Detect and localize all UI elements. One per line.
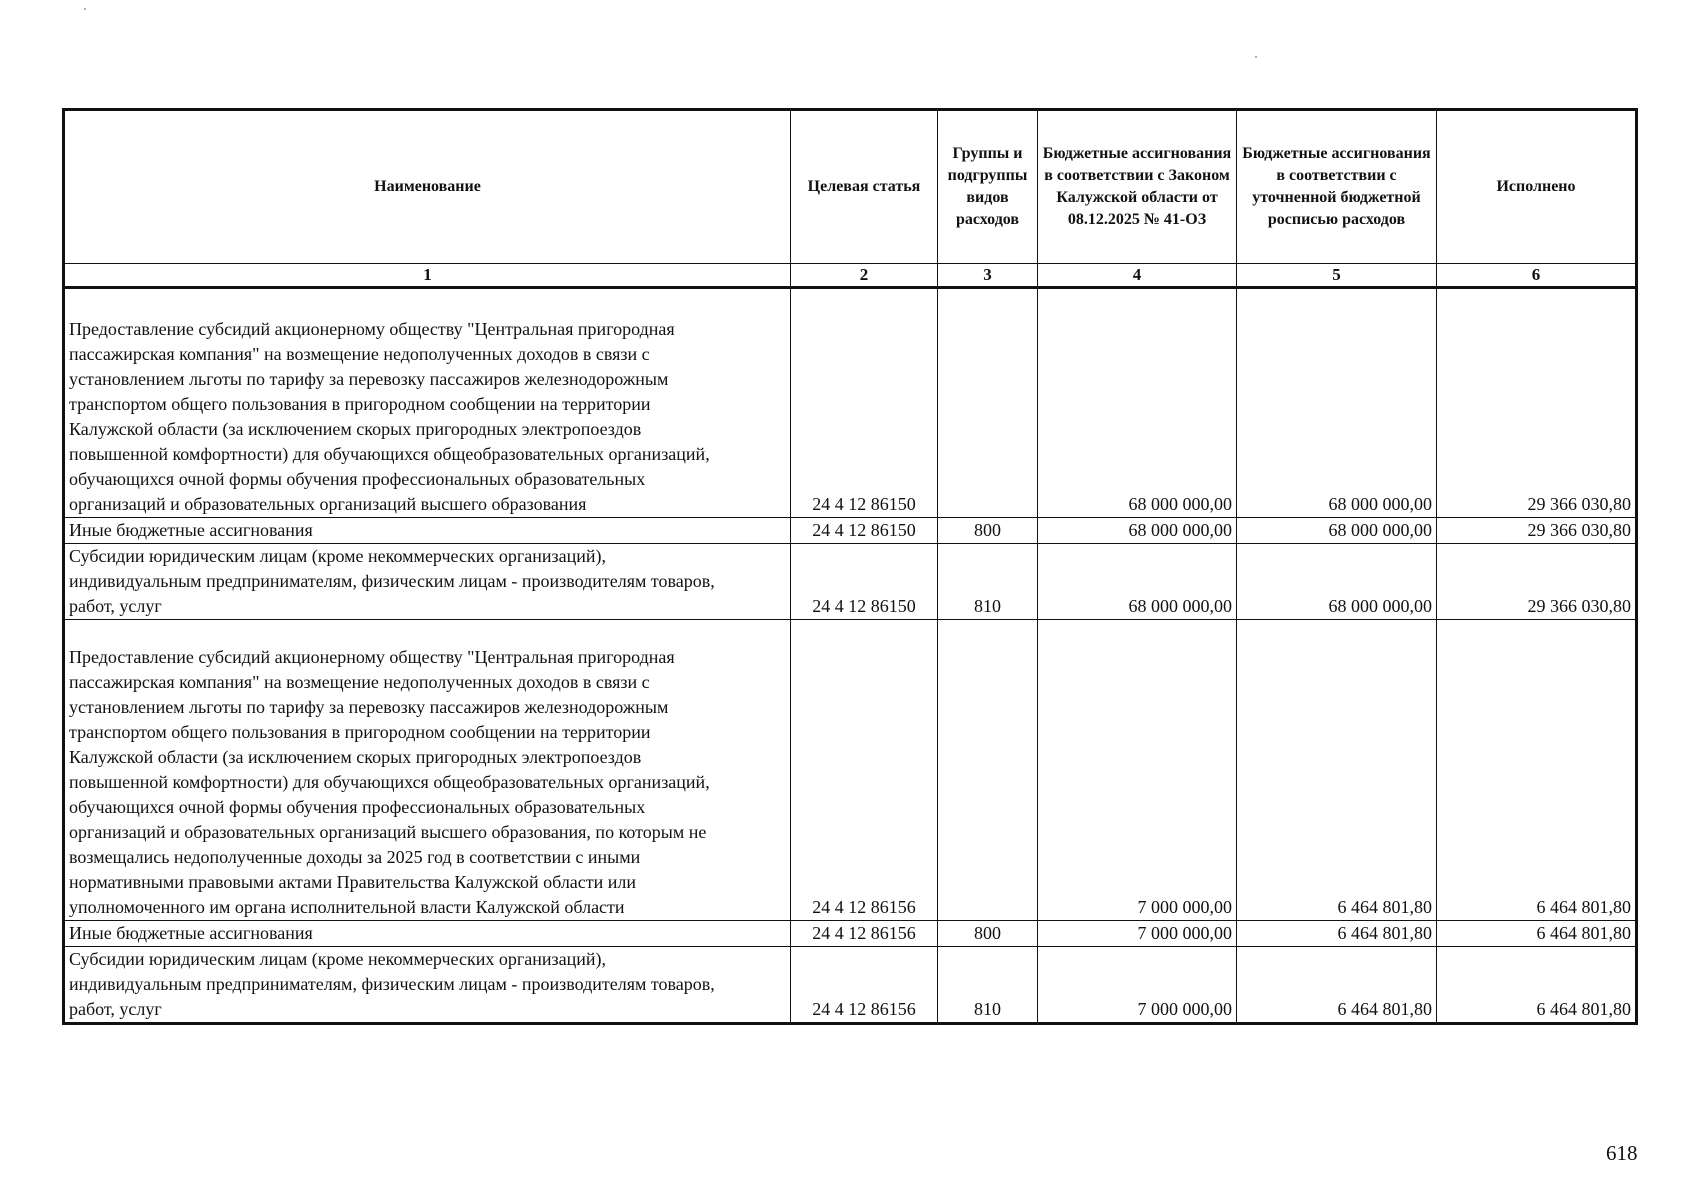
table-header [64, 110, 1637, 288]
row-target-article: 24 4 12 86150 [791, 288, 938, 518]
row-expense-group: 800 [938, 518, 1038, 544]
column-number: 5 [1237, 264, 1437, 288]
scan-speck [1255, 56, 1257, 58]
table-row [64, 947, 1637, 1024]
row-executed: 6 464 801,80 [1437, 947, 1637, 1024]
row-target-article: 24 4 12 86156 [791, 947, 938, 1024]
row-roster-allocation: 68 000 000,00 [1237, 544, 1437, 620]
header-executed: Исполнено [1437, 110, 1637, 264]
table-row [64, 544, 1637, 620]
row-executed: 29 366 030,80 [1437, 544, 1637, 620]
row-roster-allocation: 6 464 801,80 [1237, 947, 1437, 1024]
table-row [64, 518, 1637, 544]
row-name: Иные бюджетные ассигнования [64, 921, 791, 947]
budget-table [62, 108, 1638, 1025]
row-law-allocation: 68 000 000,00 [1038, 544, 1237, 620]
row-expense-group: 810 [938, 947, 1038, 1024]
row-executed: 29 366 030,80 [1437, 518, 1637, 544]
header-target-article: Целевая статья [791, 110, 938, 264]
row-target-article: 24 4 12 86156 [791, 620, 938, 921]
row-law-allocation: 68 000 000,00 [1038, 518, 1237, 544]
row-expense-group: 810 [938, 544, 1038, 620]
row-name: Субсидии юридическим лицам (кроме некоммерческих организаций), индивидуальным предпринимателям, физическим лицам - производителям товаров, работ, услуг [64, 947, 791, 1024]
row-executed: 6 464 801,80 [1437, 921, 1637, 947]
header-row [64, 110, 1637, 264]
row-expense-group [938, 288, 1038, 518]
header-name: Наименование [64, 110, 791, 264]
row-law-allocation: 7 000 000,00 [1038, 947, 1237, 1024]
scan-speck [84, 8, 86, 10]
row-expense-group: 800 [938, 921, 1038, 947]
table-row [64, 921, 1637, 947]
row-target-article: 24 4 12 86150 [791, 518, 938, 544]
row-target-article: 24 4 12 86156 [791, 921, 938, 947]
row-law-allocation: 7 000 000,00 [1038, 620, 1237, 921]
header-roster-allocations: Бюджетные ассигнования в соответствии с уточненной бюджетной росписью расходов [1237, 110, 1437, 264]
column-number: 3 [938, 264, 1038, 288]
row-roster-allocation: 6 464 801,80 [1237, 921, 1437, 947]
table-row [64, 288, 1637, 518]
column-number: 1 [64, 264, 791, 288]
row-name: Субсидии юридическим лицам (кроме некоммерческих организаций), индивидуальным предпринимателям, физическим лицам - производителям товаров, работ, услуг [64, 544, 791, 620]
column-number-row [64, 264, 1637, 288]
table-body [64, 288, 1637, 1024]
column-number: 2 [791, 264, 938, 288]
row-law-allocation: 7 000 000,00 [1038, 921, 1237, 947]
header-expense-groups: Группы и подгруппы видов расходов [938, 110, 1038, 264]
row-expense-group [938, 620, 1038, 921]
row-name: Иные бюджетные ассигнования [64, 518, 791, 544]
column-number: 4 [1038, 264, 1237, 288]
row-law-allocation: 68 000 000,00 [1038, 288, 1237, 518]
row-executed: 29 366 030,80 [1437, 288, 1637, 518]
row-roster-allocation: 6 464 801,80 [1237, 620, 1437, 921]
column-number: 6 [1437, 264, 1637, 288]
header-law-allocations: Бюджетные ассигнования в соответствии с Законом Калужской области от 08.12.2025 № 41-ОЗ [1038, 110, 1237, 264]
row-target-article: 24 4 12 86150 [791, 544, 938, 620]
row-roster-allocation: 68 000 000,00 [1237, 518, 1437, 544]
row-executed: 6 464 801,80 [1437, 620, 1637, 921]
page-number: 618 [1606, 1141, 1638, 1165]
row-name: Предоставление субсидий акционерному обществу "Центральная пригородная пассажирская компания" на возмещение недополученных доходов в связи с установлением льготы по тарифу за перевозку пассажиров железнодорожным транспортом общего пользования в пригородном сообщении на территории Калужской области (за исключением скорых пригородных электропоездов повышенной комфортности) для обучающихся общеобразовательных организаций, обучающихся очной формы обучения профессиональных образовательных организаций и образовательных организаций высшего образования, по которым не возмещались недополученные доходы за 2025 год в соответствии с иными нормативными правовыми актами Правительства Калужской области или уполномоченного им органа исполнительной власти Калужской области [64, 620, 791, 921]
table-row [64, 620, 1637, 921]
row-roster-allocation: 68 000 000,00 [1237, 288, 1437, 518]
row-name: Предоставление субсидий акционерному обществу "Центральная пригородная пассажирская компания" на возмещение недополученных доходов в связи с установлением льготы по тарифу за перевозку пассажиров железнодорожным транспортом общего пользования в пригородном сообщении на территории Калужской области (за исключением скорых пригородных электропоездов повышенной комфортности) для обучающихся общеобразовательных организаций, обучающихся очной формы обучения профессиональных образовательных организаций и образовательных организаций высшего образования [64, 288, 791, 518]
